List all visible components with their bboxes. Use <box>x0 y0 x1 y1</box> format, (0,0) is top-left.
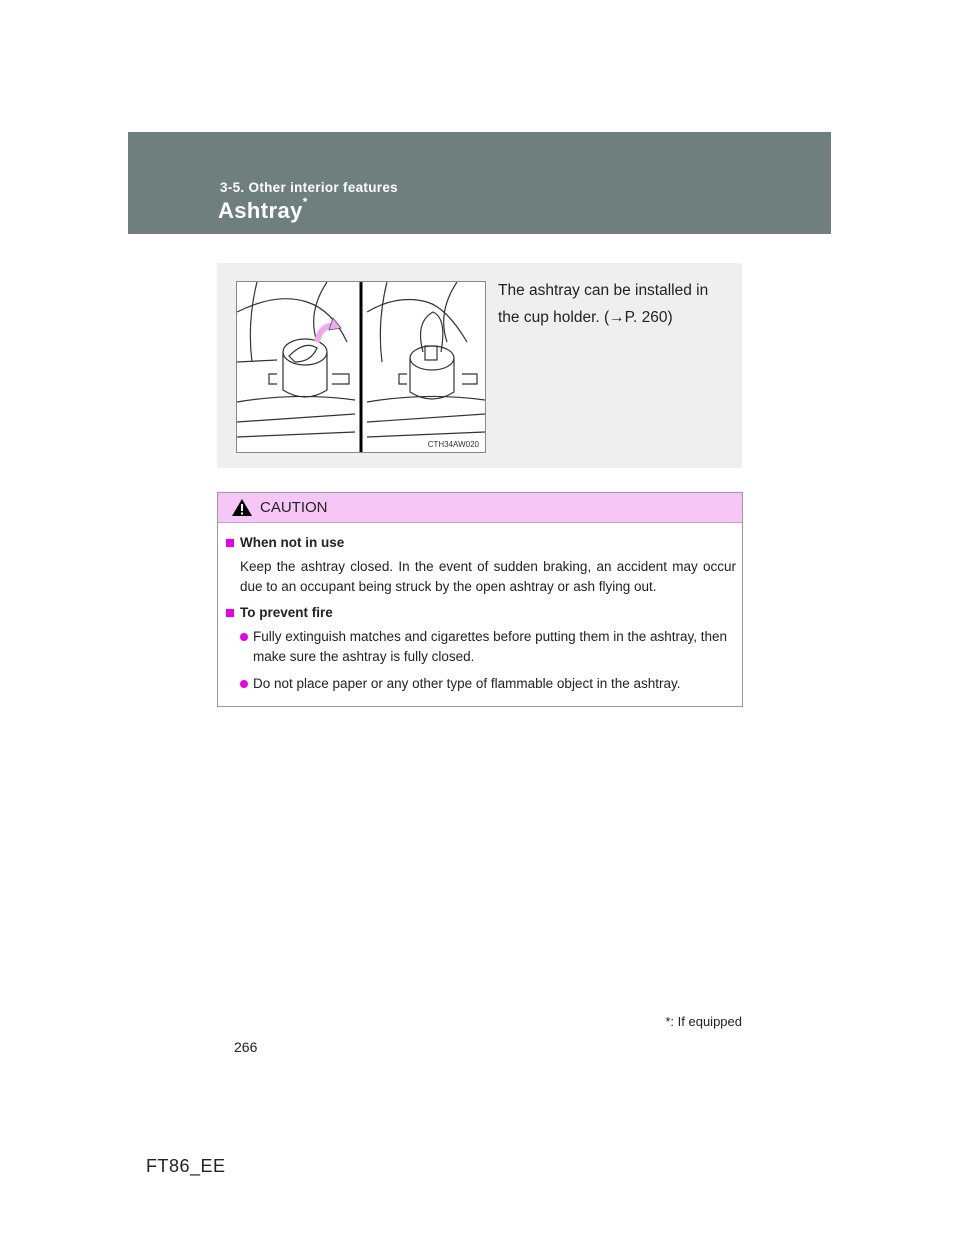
caution-heading-text: When not in use <box>240 535 345 550</box>
page-title-text: Ashtray <box>218 198 303 223</box>
caution-label: CAUTION <box>260 499 328 516</box>
figure-code: CTH34AW020 <box>427 440 479 449</box>
square-bullet-icon <box>226 539 234 547</box>
page-title <box>218 194 308 224</box>
caution-box <box>217 492 743 707</box>
footnote: *: If equipped <box>665 1014 742 1029</box>
intro-text: The ashtray can be installed in the cup holder. (→P. 260) <box>498 282 709 326</box>
round-bullet-icon <box>240 680 248 688</box>
ashtray-illustration <box>236 281 486 453</box>
caution-bullet <box>240 674 736 694</box>
caution-heading-not-in-use <box>226 535 736 550</box>
round-bullet-icon <box>240 633 248 641</box>
section-label: 3-5. Other interior features <box>220 180 398 195</box>
caution-paragraph: Keep the ashtray closed. In the event of sudden braking, an accident may occur due to an occupant being struck by the open ashtray or ash flying out. <box>240 559 736 594</box>
header-band <box>128 132 831 234</box>
caution-header <box>218 493 742 523</box>
square-bullet-icon <box>226 609 234 617</box>
caution-heading-prevent-fire <box>226 605 736 620</box>
page-title-mark: * <box>302 194 308 209</box>
warning-triangle-icon <box>231 498 253 522</box>
caution-body <box>218 523 742 694</box>
page-number: 266 <box>234 1039 258 1055</box>
doc-code: FT86_EE <box>146 1156 226 1176</box>
caution-bullet-text: Do not place paper or any other type of flammable object in the ashtray. <box>253 676 681 691</box>
caution-bullet <box>240 627 736 667</box>
caution-heading-text: To prevent fire <box>240 605 333 620</box>
caution-bullet-text: Fully extinguish matches and cigarettes before putting them in the ashtray, then make sure the ashtray is fully closed. <box>253 629 728 664</box>
intro-box <box>217 263 742 468</box>
